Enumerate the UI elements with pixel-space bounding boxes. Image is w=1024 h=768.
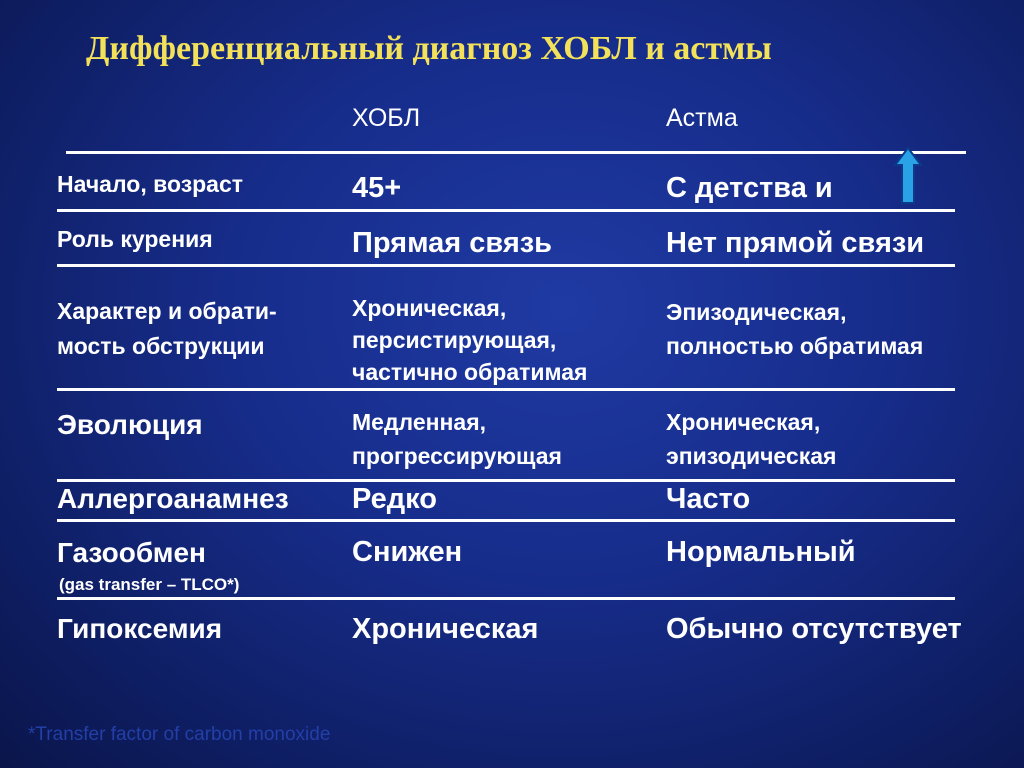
asthma-cell: Эпизодическая, [666, 299, 847, 325]
asthma-cell: Обычно отсутствует [666, 613, 962, 645]
row-label: Гипоксемия [57, 613, 223, 644]
column-header-copd: ХОБЛ [352, 104, 421, 132]
asthma-cell: эпизодическая [666, 443, 837, 469]
row-label: мость обструкции [57, 333, 265, 359]
asthma-cell: Нормальный [666, 536, 856, 568]
asthma-cell: полностью обратимая [666, 333, 924, 359]
copd-cell: Хроническая [352, 613, 539, 645]
row-divider [57, 209, 955, 212]
column-header-asthma: Астма [666, 104, 738, 132]
row-divider [57, 597, 955, 600]
copd-cell: частично обратимая [352, 359, 588, 385]
footnote: *Transfer factor of carbon monoxide [28, 724, 331, 745]
copd-cell: прогрессирующая [352, 443, 562, 469]
up-arrow-icon [893, 146, 923, 206]
header-divider [66, 151, 966, 154]
asthma-cell: Нет прямой связи [666, 227, 925, 259]
copd-cell: Хроническая, [352, 295, 507, 321]
row-label: Эволюция [57, 409, 203, 440]
copd-cell: Прямая связь [352, 227, 553, 259]
row-divider [57, 388, 955, 391]
slide-title: Дифференциальный диагноз ХОБЛ и астмы [86, 30, 772, 67]
copd-cell: Медленная, [352, 409, 487, 435]
asthma-cell: Часто [666, 483, 751, 515]
row-label-note: (gas transfer – TLCO*) [59, 575, 240, 594]
row-divider [57, 264, 955, 267]
row-label: Аллергоанамнез [57, 483, 289, 514]
row-label: Характер и обрати- [57, 298, 277, 324]
row-label: Газообмен [57, 537, 206, 568]
copd-cell: Снижен [352, 536, 463, 568]
row-label: Роль курения [57, 226, 213, 252]
asthma-cell: С детства и [666, 172, 833, 204]
copd-cell: 45+ [352, 172, 402, 204]
copd-cell: персистирующая, [352, 327, 557, 353]
row-divider [57, 519, 955, 522]
copd-cell: Редко [352, 483, 438, 515]
row-label: Начало, возраст [57, 171, 244, 197]
asthma-cell: Хроническая, [666, 409, 821, 435]
